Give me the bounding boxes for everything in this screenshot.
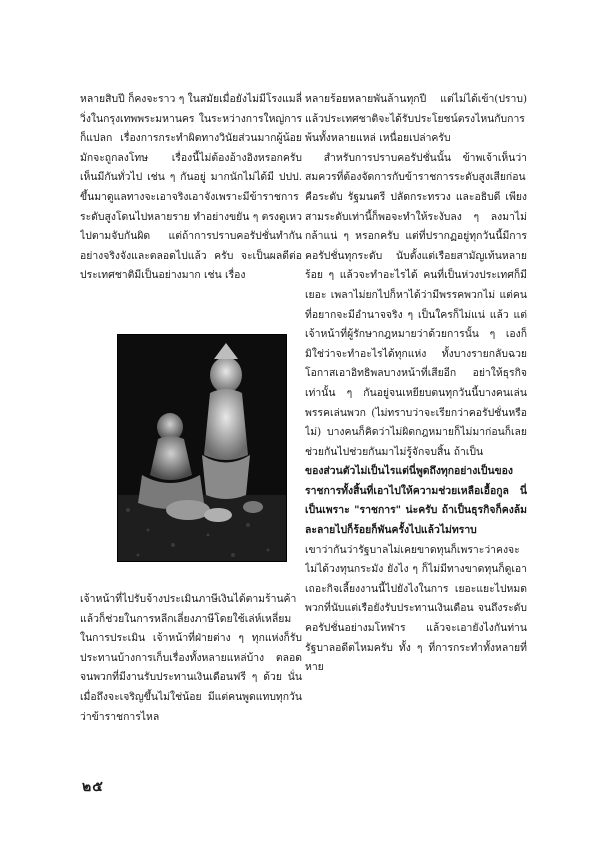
page-number: ๒๕ [82,779,104,795]
right-column [305,90,527,770]
paragraph: เจ้าหน้าที่ไปรับจ้างประเมินภาษีเงินได้ตามร้านค้าแล้วก็ช่วยในการหลีกเลี่ยงภาษีโดยใช้เล่ห์เหลี่ยมในการประเมิน เจ้าหน้าที่ฝ่ายต่าง ๆ ทุกแห่งก็รับประทานบ้างการเก็บเรื่องทั้งหลายแหล่บ้าง ตลอดจนพวกที่มีงานรับประทานเงินเดือนฟรี ๆ ด้วย นั่นเมื่อถึงจะเจริญขึ้นไม่ใช่น้อย มีแต่คนพูดแทบทุกวันว่าข้าราชการไหล [80,593,302,723]
paragraph: สำหรับการปราบคอรัปชั่นนั้น ข้าพเจ้าเห็นว่าสมควรที่ต้องจัดการกับข้าราชการระดับสูงเสียก่อน คือระดับ รัฐมนตรี ปลัดกระทรวง และอธิบดี เพียงสามระดับเท่านี้ก็พอจะทำให้ระงับลง ๆ ลงมาไม่กล้าแน่ ๆ หรอกครับ แต่ที่ปรากฏอยู่ทุกวันนี้มีการคอรัปชั่นทุกระดับ นับตั้งแต่เรือยสามัญเท้นหลายร้อย ๆ แล้วจะทำอะไรได้ คนที่เป็นห่วงประเทศก็มีเยอะ เพลาไม่ยกไปก็หาได้ว่ามีพรรคพวกไม่ แต่คนที่อยากจะมีอำนาจจริง ๆ เป็นใครก็ไม่แน่ แล้ว แต่เจ้าหน้าที่ผู้รักษากฎหมายว่าด้วยการนั้น ๆ เองก็มิใช่ว่าจะทำอะไรได้ทุกแห่ง ทั้งบางรายกลับฉวยโอกาสเอาอิทธิพลบางหน้าที่เสียอีก อย่าให้ธุรกิจเท่านั้น ๆ กันอยู่จนเหยียบตนทุกวันนี้บางคนเล่นพรรคเล่นพวก (ไม่ทราบว่าจะเรียกว่าคอรัปชั่นหรือไม่) บางคนก็คิดว่าไม่ผิดกฎหมายก็ไม่มาก่อนก็เลยช่วยกันไปช่วยกันมาไม่รู้จักจบสิ้น ถ้าเป็น [305,151,527,458]
sculpture-photo [117,334,287,562]
paragraph: หลายร้อยหลายพันล้านทุกปี แต่ไม่ได้เข้า(ปราบ) แล้วประเทศชาติจะได้รับประโยชน์ตรงไหนกับการพ้นทั้งหลายแหล่ เหนื่อยเปล่าครับ [305,93,527,145]
left-column-top [80,90,302,316]
paragraph: เขาว่ากันว่ารัฐบาลไม่เคยขาดทุนก็เพราะว่าคงจะไม่ได้วงทุนกระมัง ยังไง ๆ ก็ไม่มีทางขาดทุนก็ดูเอาเถอะกิจเลี้ยงงานนี้ไปยังไงในการ เยอะแยะไปหมด พวกที่นับแต่เรือยังรับประทานเงินเดือน จนถึงระดับคอรัปชั่นอย่างมโหฬาร แล้วจะเอายังไงกันท่านรัฐบาลอดีตไหมครับ ทั้ง ๆ ที่การกระทำทั้งหลายที่หาย [305,543,527,674]
left-column-bottom [80,590,302,765]
bold-paragraph [305,462,527,540]
bold-text: ของส่วนตัวไม่เป็นไรแต่นี่พูดถึงทุกอย่างเป็นของราชการทั้งสิ้นที่เอาไปให้ความช่วยเหลือเอื้อกูล นี่เป็นเพราะ "ราชการ" น่ะครับ ถ้าเป็นธุรกิจก็คงล้มละลายไปก็ร้อยก็พันครั้งไปแล้วไม่ทราบ [305,465,527,537]
sculpture-image [118,335,286,561]
paragraph: หลายสิบปี ก็คงจะราว ๆ ในสมัยเมื่อยังไม่มีโรงแมลี่ วิ่งในกรุงเทพพระมหานคร ในระหว่างการใหญ่การก็แปลก เรื่องการกระทำผิดทางวินัยส่วนมากผู้น้อยมักจะถูกลงโทษ เรื่องนี้ไม่ต้องอ้างอิงหรอกครับ เห็นมีกันทั่วไป เช่น ๆ กันอยู่ มากนักไม่ได้มี ปปป. ขึ้นมาดูแลทางจะเอาจริงเอาจังเพราะมีข้าราชการระดับสูงโดนไปหลายราย ทำอย่างขยัน ๆ ตรงดูเหวไปตามจับกันผิด แต่ถ้าการปราบคอรัปชั่นทำกันอย่างจริงจังและตลอดไปแล้ว ครับ จะเป็นผลดีต่อประเทศชาติมีเป็นอย่างมาก เช่น เรื่อง [80,93,302,282]
